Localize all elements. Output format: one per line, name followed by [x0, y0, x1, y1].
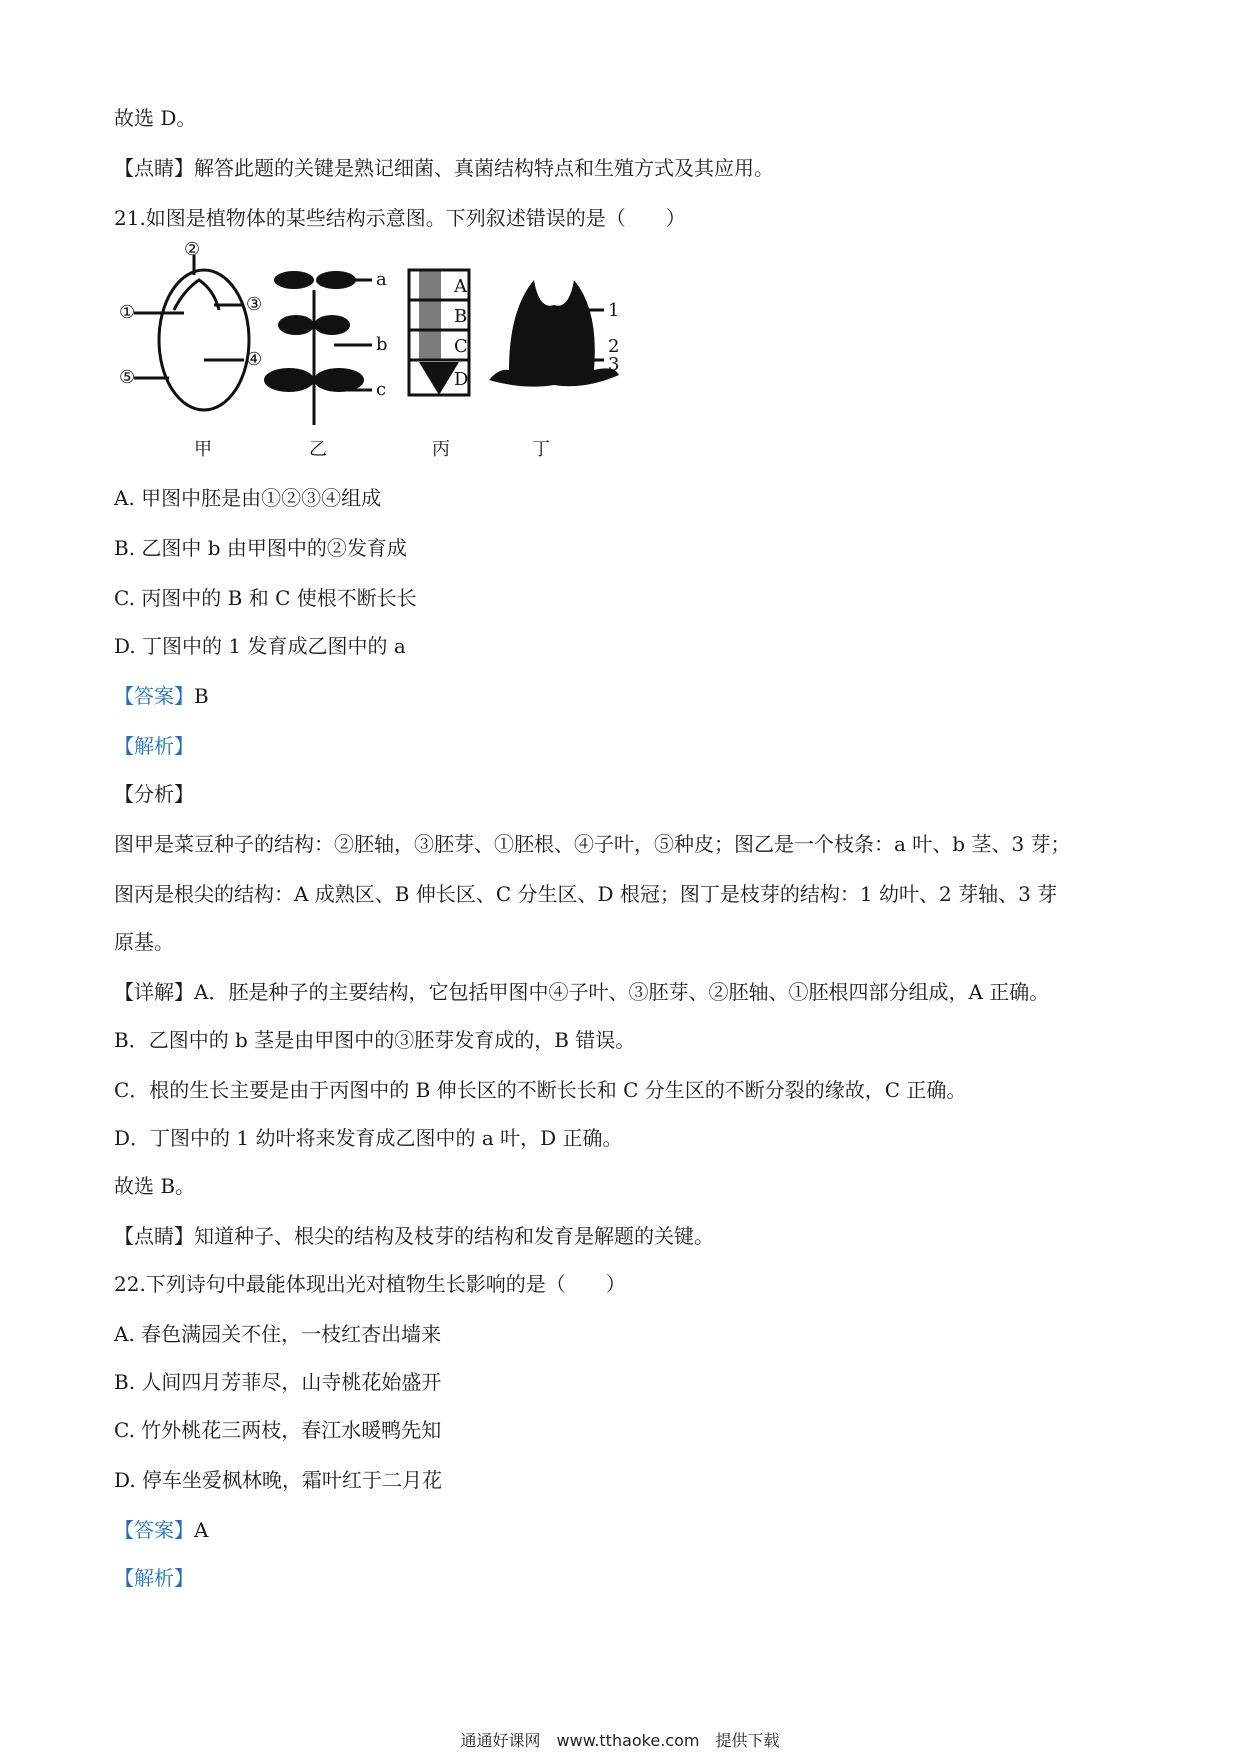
fig-label-5: ⑤: [119, 367, 136, 388]
fig-caption-jia: 甲: [194, 439, 212, 460]
fig-label-2: ②: [184, 239, 201, 260]
detail-line-2: B．乙图中的 b 茎是由甲图中的③胚芽发育成的，B 错误。: [114, 1028, 636, 1052]
option-c-22: C. 竹外桃花三两枝，春江水暖鸭先知: [114, 1418, 442, 1442]
dianjing-line-2: 【点睛】知道种子、根尖的结构及枝芽的结构和发育是解题的关键。: [114, 1224, 714, 1248]
fig-label-D: D: [454, 369, 469, 390]
option-a: A. 甲图中胚是由①②③④组成: [114, 486, 382, 510]
fig-label-d1: 1: [608, 300, 620, 321]
answer-21: [114, 682, 209, 710]
answer-value: B: [194, 684, 209, 708]
fig-label-1: ①: [119, 302, 136, 323]
option-a-22: A. 春色满园关不住，一枝红杏出墙来: [114, 1322, 442, 1346]
answer-label: 【答案】: [114, 1518, 194, 1542]
answer-22: [114, 1516, 208, 1544]
option-d: D. 丁图中的 1 发育成乙图中的 a: [114, 634, 406, 658]
dianjing-line: 【点睛】解答此题的关键是熟记细菌、真菌结构特点和生殖方式及其应用。: [114, 156, 774, 180]
fig-caption-ding: 丁: [532, 439, 550, 460]
fenxi-heading: 【分析】: [114, 782, 194, 806]
fig-label-c: c: [376, 379, 387, 400]
option-b-22: B. 人间四月芳菲尽，山寺桃花始盛开: [114, 1370, 442, 1394]
fig-label-4: ④: [246, 349, 263, 370]
question-21: 21.如图是植物体的某些结构示意图。下列叙述错误的是（ ）: [114, 206, 686, 230]
jiexi-21: 【解析】: [114, 734, 194, 758]
analysis-line-1: 图甲是菜豆种子的结构：②胚轴，③胚芽、①胚根、④子叶，⑤种皮；图乙是一个枝条：a 叶、b 茎、3 芽；: [114, 832, 1071, 856]
option-d-22: D. 停车坐爱枫林晚，霜叶红于二月花: [114, 1468, 443, 1492]
plant-structure-figure: [114, 239, 634, 470]
fig-label-d3: 3: [608, 354, 620, 375]
analysis-line-3: 原基。: [114, 930, 174, 954]
option-b: B. 乙图中 b 由甲图中的②发育成: [114, 536, 407, 560]
conclusion-line: 故选 B。: [114, 1174, 196, 1198]
answer-label: 【答案】: [114, 684, 194, 708]
fig-label-b: b: [376, 334, 388, 355]
jiexi-22: 【解析】: [114, 1566, 194, 1590]
option-c: C. 丙图中的 B 和 C 使根不断长长: [114, 586, 417, 610]
analysis-line-2: 图丙是根尖的结构：A 成熟区、B 伸长区、C 分生区、D 根冠；图丁是枝芽的结构：1 幼叶、2 芽轴、3 芽: [114, 882, 1058, 906]
fig-label-A: A: [454, 276, 467, 297]
fig-label-B: B: [454, 306, 468, 327]
text-line: 故选 D。: [114, 106, 197, 130]
fig-caption-bing: 丙: [432, 439, 450, 460]
fig-label-a: a: [376, 269, 387, 290]
fig-label-C: C: [454, 336, 468, 357]
fig-label-3: ③: [246, 294, 263, 315]
fig-label-d2: 2: [608, 336, 620, 357]
detail-line-3: C．根的生长主要是由于丙图中的 B 伸长区的不断长长和 C 分生区的不断分裂的缘故，C 正确。: [114, 1078, 967, 1102]
answer-value: A: [194, 1518, 209, 1542]
question-22: 22.下列诗句中最能体现出光对植物生长影响的是（ ）: [114, 1272, 626, 1296]
page-footer: 通通好课网 www.tthaoke.com 提供下载: [460, 1731, 780, 1750]
fig-caption-yi: 乙: [309, 439, 327, 460]
detail-line-1: 【详解】A．胚是种子的主要结构，它包括甲图中④子叶、③胚芽、②胚轴、①胚根四部分组成，A 正确。: [114, 980, 1050, 1004]
detail-line-4: D．丁图中的 1 幼叶将来发育成乙图中的 a 叶，D 正确。: [114, 1126, 623, 1150]
